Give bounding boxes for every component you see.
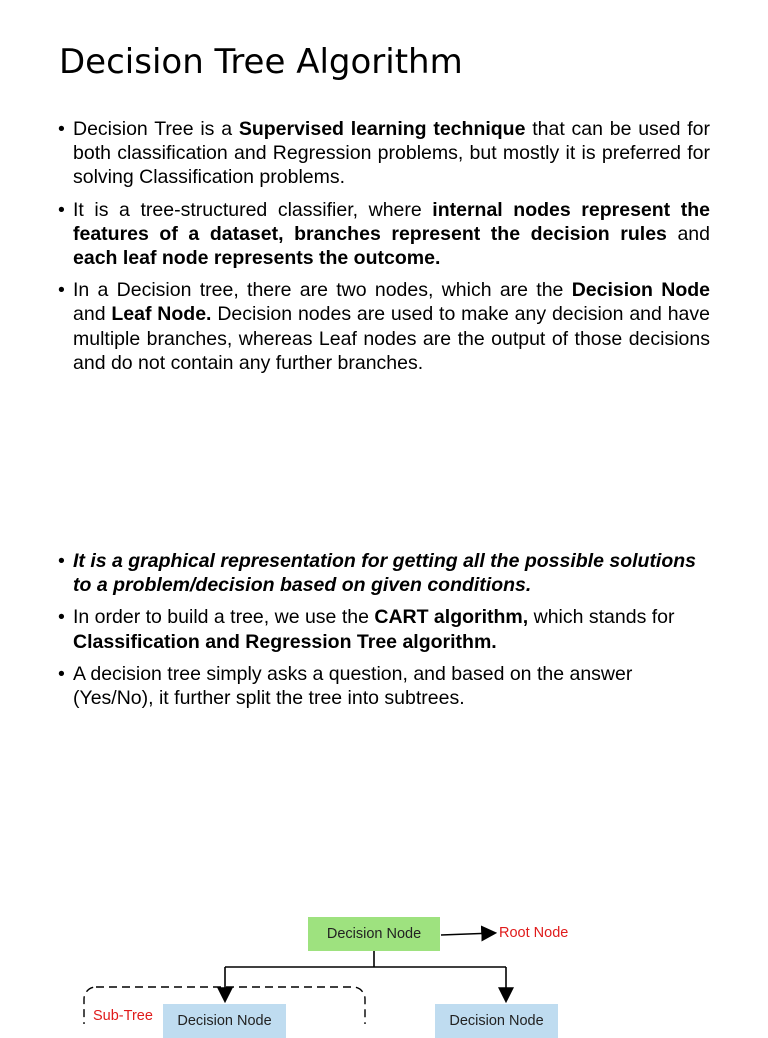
bullet-text-bold: Supervised learning technique	[238, 118, 526, 140]
bullet-text: and	[666, 222, 710, 245]
bullet-text-bold: Leaf Node.	[111, 303, 212, 326]
bullet-text: that can be used for both classification and Regression problems, but mostly it is preferred for solving Classification problems.	[73, 118, 711, 189]
right-decision-node: Decision Node	[435, 1004, 558, 1038]
bullet-text: which stands for	[528, 606, 675, 629]
bullet-item-tree-structure	[58, 198, 710, 271]
bullet-text: It is a tree-structured classifier, where	[73, 198, 433, 221]
subtree-label: Sub-Tree	[93, 1008, 153, 1024]
root-decision-node: Decision Node	[308, 917, 440, 951]
bullet-item-cart	[58, 605, 710, 653]
bullet-item-graphical	[58, 549, 710, 597]
bullet-text-bold-italic: It is a graphical representation for getting all the possible solutions to a problem/decision based on given conditions.	[73, 550, 697, 597]
bullet-text: A decision tree simply asks a question, and based on the answer (Yes/No), it further split the tree into subtrees.	[73, 662, 633, 710]
bullet-text: In a Decision tree, there are two nodes, which are the	[73, 279, 572, 302]
bullet-text-bold: CART algorithm,	[374, 606, 529, 629]
bullet-item-supervised	[58, 117, 710, 190]
root-node-label: Root Node	[499, 925, 569, 941]
bullet-text-bold: each leaf node represents the outcome.	[73, 247, 441, 270]
bullet-text-bold: Classification and Regression Tree algorithm.	[73, 630, 497, 653]
bullet-item-two-nodes	[58, 278, 710, 375]
page-title: Decision Tree Algorithm	[59, 42, 463, 82]
bullet-text: In order to build a tree, we use the	[73, 606, 375, 629]
bullet-text-bold: internal nodes represent the features of a dataset, branches represent the decision rules	[73, 198, 710, 245]
bullet-item-question	[58, 662, 710, 710]
root-label-arrow	[441, 933, 494, 935]
left-decision-node: Decision Node	[163, 1004, 286, 1038]
bullet-text: and	[73, 303, 112, 326]
bullet-list-bottom	[58, 549, 710, 718]
decision-tree-diagram	[0, 900, 768, 1029]
bullet-text: Decision nodes are used to make any decision and have multiple branches, whereas Leaf nodes are the output of those decisions and do not contain any further branches.	[73, 303, 710, 374]
bullet-text: Decision Tree is a	[73, 118, 239, 140]
bullet-text-bold: Decision Node	[571, 279, 710, 302]
bullet-list-top	[58, 117, 710, 383]
